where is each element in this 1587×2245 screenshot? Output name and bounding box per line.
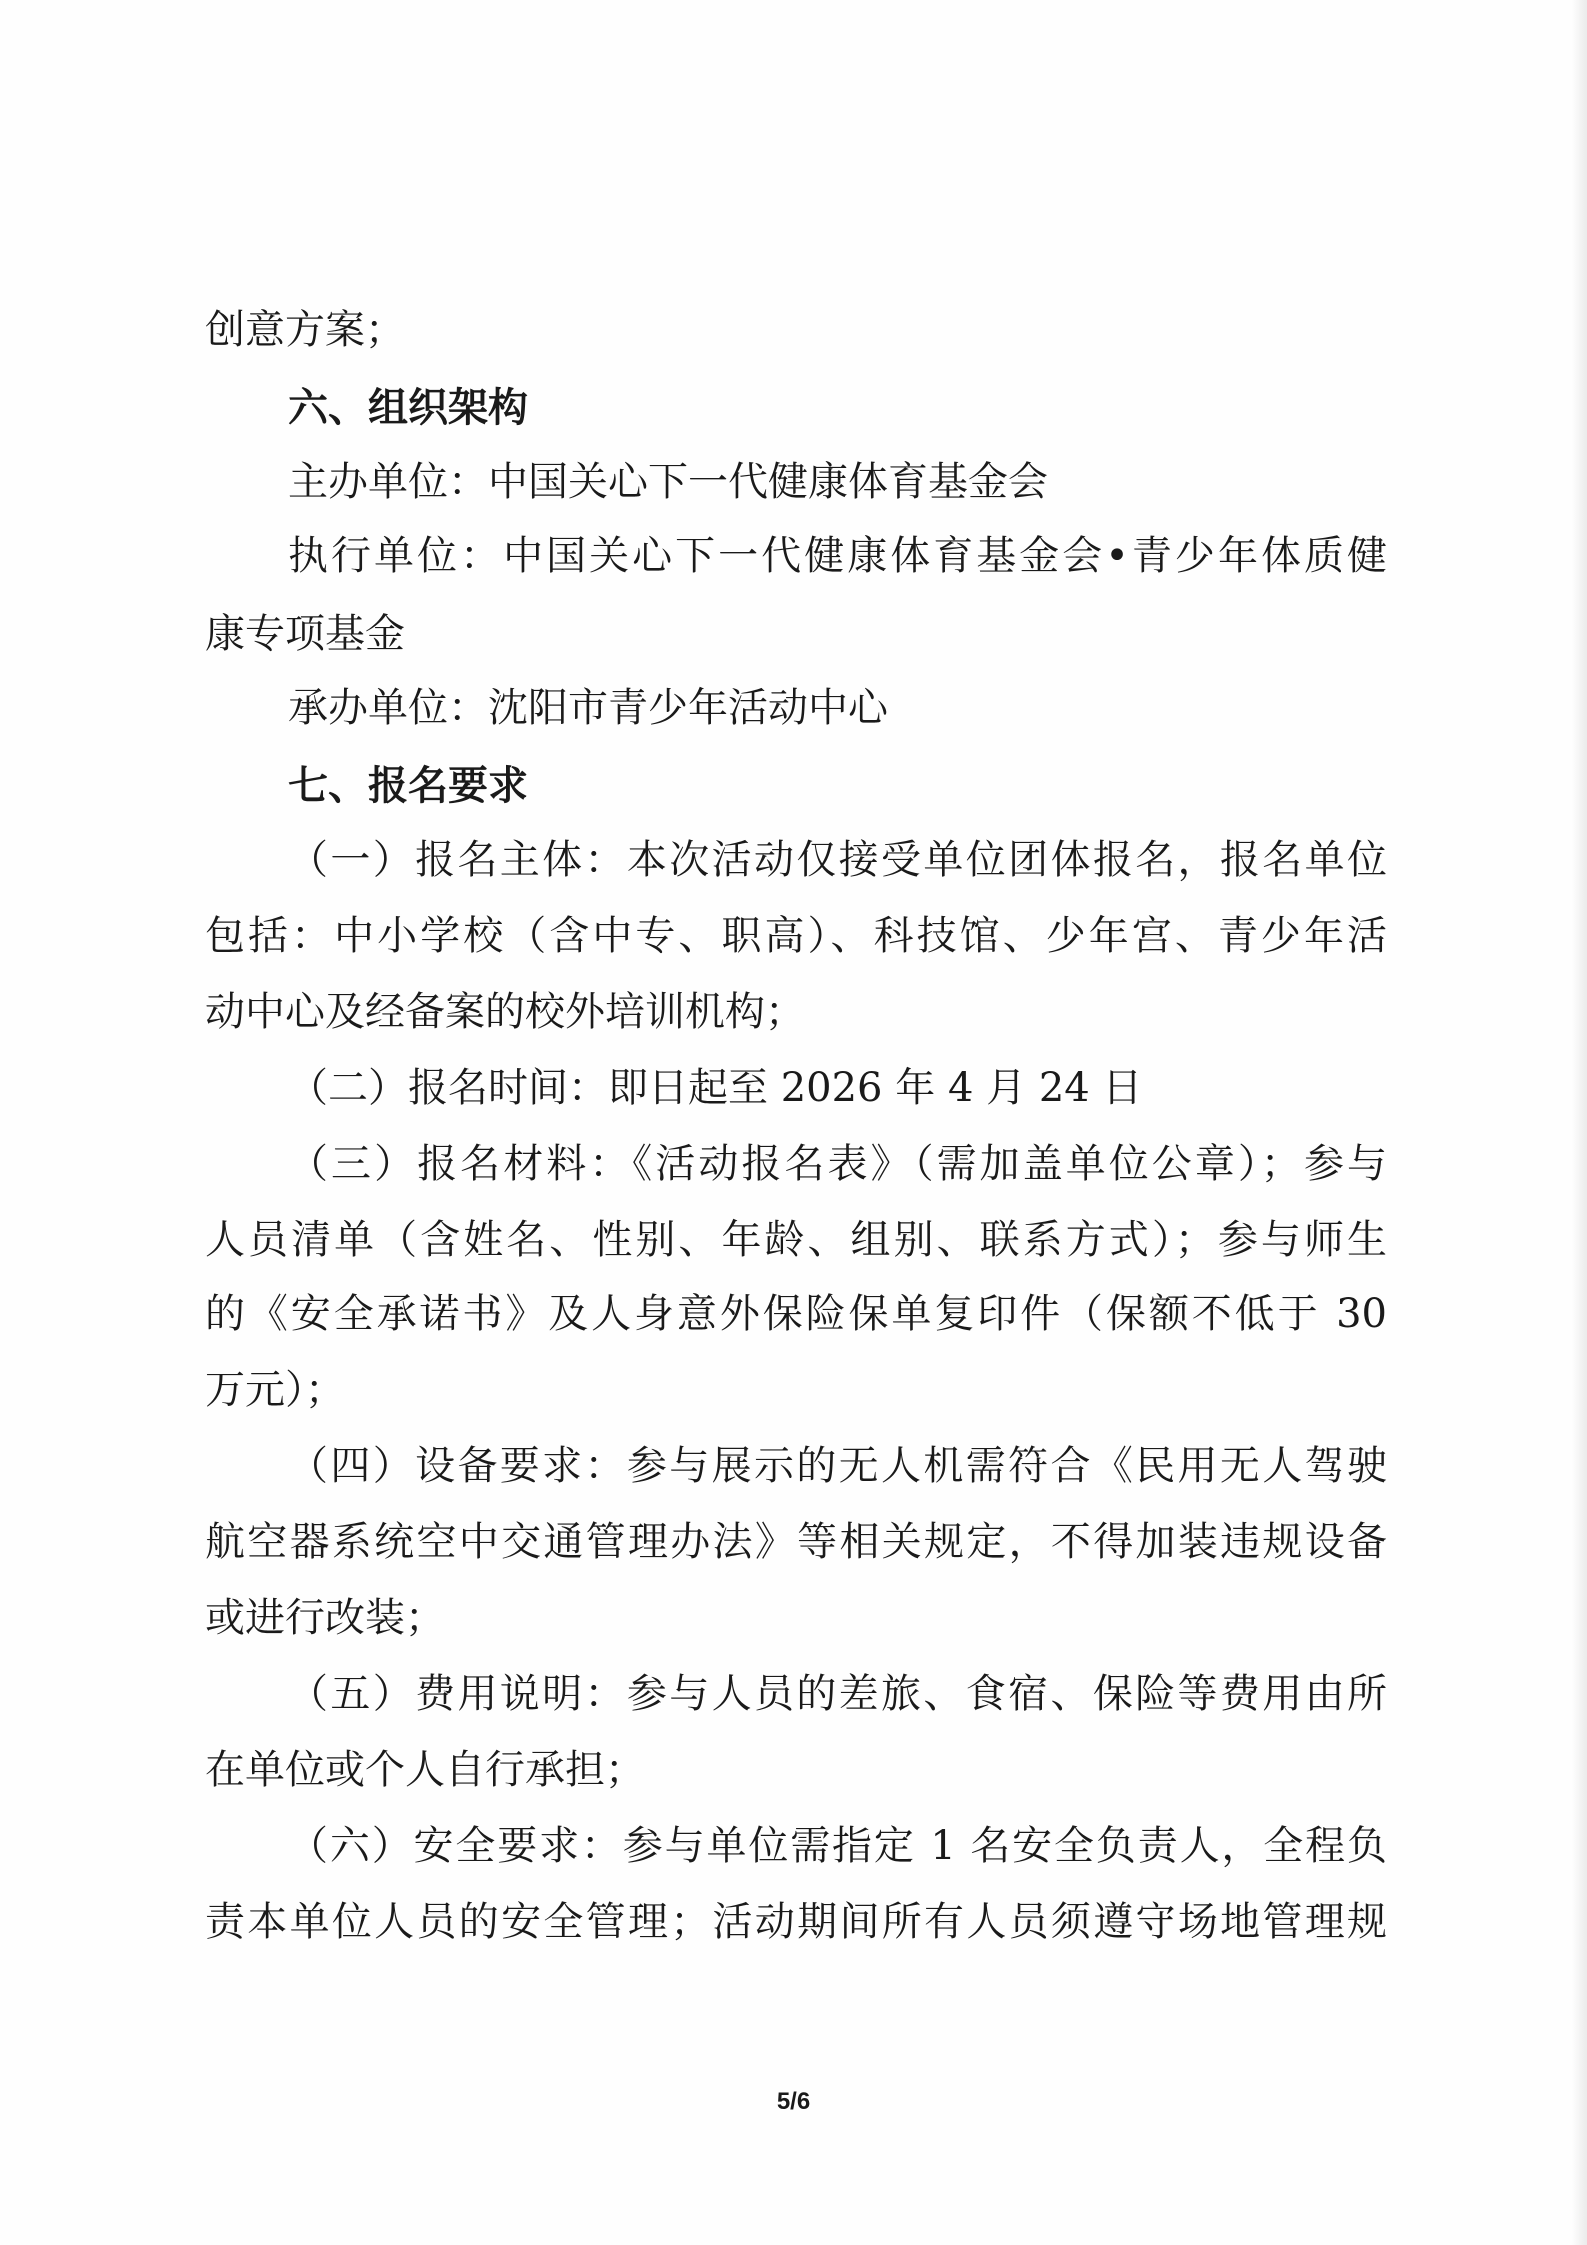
text-line: 或进行改装； [205,1595,445,1641]
text-line: 万元）； [205,1367,345,1413]
text-line: 康专项基金 [205,611,405,657]
text-line: （一）报名主体：本次活动仅接受单位团体报名，报名单位 [288,837,1387,883]
text-line: 承办单位：沈阳市青少年活动中心 [288,685,888,731]
text-line: 执行单位：中国关心下一代健康体育基金会•青少年体质健 [288,533,1387,579]
section-heading-organization: 六、组织架构 [288,385,528,431]
page-edge-shadow [1571,0,1587,2245]
text-line: 主办单位：中国关心下一代健康体育基金会 [288,459,1048,505]
text-line: 航空器系统空中交通管理办法》等相关规定，不得加装违规设备 [205,1519,1387,1565]
text-line: 的《安全承诺书》及人身意外保险保单复印件（保额不低于 30 [205,1291,1387,1337]
text-line: 创意方案； [205,307,405,353]
text-line: （六）安全要求：参与单位需指定 1 名安全负责人，全程负 [288,1823,1387,1869]
text-line: 在单位或个人自行承担； [205,1747,645,1793]
text-line: 人员清单（含姓名、性别、年龄、组别、联系方式）；参与师生 [205,1217,1387,1263]
text-line: 责本单位人员的安全管理；活动期间所有人员须遵守场地管理规 [205,1899,1387,1945]
text-line: 动中心及经备案的校外培训机构； [205,989,805,1035]
text-line: （四）设备要求：参与展示的无人机需符合《民用无人驾驶 [288,1443,1387,1489]
page-number: 5/6 [776,2088,811,2115]
text-line: 包括：中小学校（含中专、职高）、科技馆、少年宫、青少年活 [205,913,1387,959]
text-line: （三）报名材料：《活动报名表》（需加盖单位公章）；参与 [288,1141,1387,1187]
section-heading-registration: 七、报名要求 [288,763,528,809]
text-line: （二）报名时间：即日起至 2026 年 4 月 24 日 [288,1065,1143,1111]
text-line: （五）费用说明：参与人员的差旅、食宿、保险等费用由所 [288,1671,1387,1717]
